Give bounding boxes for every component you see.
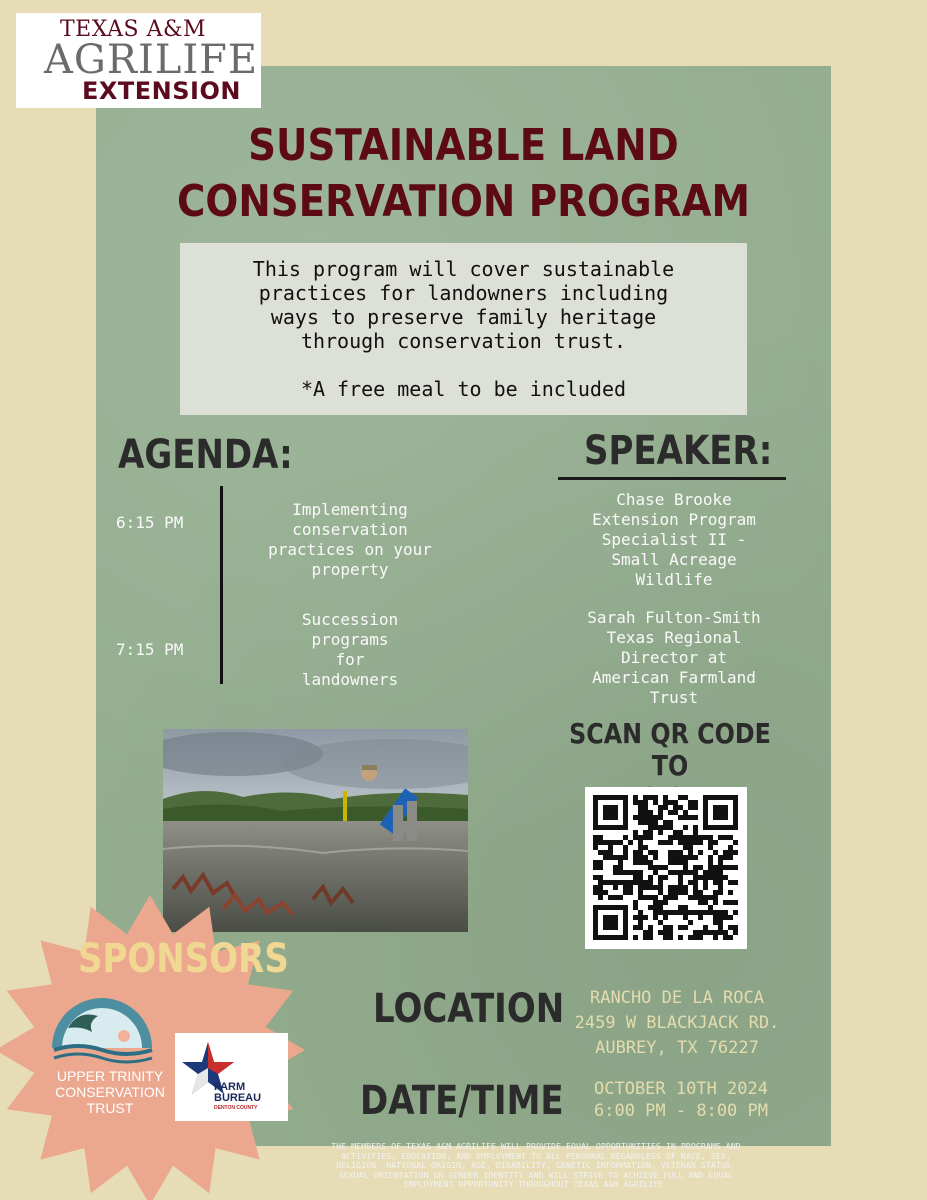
agenda-heading: AGENDA: bbox=[118, 432, 293, 478]
event-date: OCTOBER 10TH 2024 bbox=[594, 1079, 768, 1099]
speaker-divider bbox=[558, 477, 786, 480]
utct-line-2: CONSERVATION bbox=[55, 1084, 165, 1100]
speaker-1-line-3: Specialist II - bbox=[601, 530, 747, 549]
page-title bbox=[140, 118, 787, 230]
disclaimer-line-4: SEXUAL ORIENTATION OR GENDER IDENTITY AND WILL STRIVE TO ACHIEVE FULL AND EQUAL bbox=[338, 1169, 734, 1180]
agenda-divider bbox=[220, 486, 223, 684]
agenda-item-2-line-3: for bbox=[335, 650, 365, 669]
speaker-1 bbox=[552, 490, 796, 590]
speaker-2-line-4: American Farmland bbox=[592, 668, 756, 687]
logo-line-1: TEXAS A&M bbox=[60, 17, 207, 42]
speaker-2-line-1: Sarah Fulton-Smith bbox=[587, 608, 761, 627]
intro-line-3: ways to preserve family heritage bbox=[270, 305, 657, 329]
register-line-1: SCAN QR CODE TO bbox=[569, 717, 771, 782]
speaker-1-line-2: Extension Program bbox=[592, 510, 756, 529]
agenda-item-1 bbox=[238, 500, 462, 580]
agenda-item-1-line-2: conservation bbox=[292, 520, 408, 539]
speaker-2-line-3: Director at bbox=[621, 648, 727, 667]
speaker-2-line-2: Texas Regional bbox=[606, 628, 742, 647]
event-time: 6:00 PM - 8:00 PM bbox=[594, 1101, 768, 1121]
location-line-1: RANCHO DE LA ROCA bbox=[590, 988, 764, 1008]
agenda-item-1-line-3: practices on your bbox=[268, 540, 432, 559]
disclaimer-line-2: ACTIVITIES, EDUCATION, AND EMPLOYMENT TO ALL PERSONAL REGARDLESS OF RACE, SEX, bbox=[341, 1150, 731, 1161]
intro-description bbox=[180, 257, 747, 353]
fb-line-1: FARM bbox=[214, 1081, 246, 1093]
title-line-2: CONSERVATION PROGRAM bbox=[176, 176, 751, 227]
speaker-1-line-1: Chase Brooke bbox=[616, 490, 732, 509]
upper-trinity-logo-icon bbox=[48, 988, 156, 1066]
agenda-item-1-line-1: Implementing bbox=[292, 500, 408, 519]
agenda-item-2-line-1: Succession bbox=[301, 610, 399, 629]
speaker-2-line-5: Trust bbox=[649, 688, 699, 707]
title-line-1: SUSTAINABLE LAND bbox=[248, 120, 679, 171]
logo-line-3: EXTENSION bbox=[82, 77, 241, 105]
logo-line-2: AGRILIFE bbox=[44, 37, 259, 83]
speaker-1-line-4: Small Acreage bbox=[611, 550, 737, 569]
speaker-1-line-5: Wildlife bbox=[635, 570, 713, 589]
qr-code-icon bbox=[585, 787, 747, 949]
location-address bbox=[546, 986, 808, 1061]
event-datetime bbox=[556, 1078, 806, 1122]
disclaimer-line-3: RELIGION, NATIONAL ORIGIN, AGE, DISABILITY, GENETIC INFORMATION, VETERAN STATUS, bbox=[336, 1160, 736, 1171]
disclaimer-line-1: THE MEMBERS OF TEXAS A&M AGRILIFE WILL PROVIDE EQUAL OPPORTUNITIES IN PROGRAMS AND bbox=[331, 1141, 741, 1151]
utct-line-1: UPPER TRINITY bbox=[56, 1068, 164, 1084]
intro-line-1: This program will cover sustainable bbox=[252, 257, 675, 281]
agenda-time-1: 6:15 PM bbox=[116, 513, 184, 532]
utct-line-3: TRUST bbox=[86, 1100, 134, 1116]
location-line-2: 2459 W BLACKJACK RD. bbox=[574, 1013, 780, 1033]
intro-line-4: through conservation trust. bbox=[300, 329, 627, 353]
agenda-item-2-line-2: programs bbox=[311, 630, 389, 649]
speaker-2 bbox=[552, 608, 796, 708]
fb-line-2: BUREAU bbox=[214, 1092, 262, 1104]
qr-code[interactable] bbox=[585, 787, 747, 949]
agenda-item-2 bbox=[238, 610, 462, 690]
speaker-heading: SPEAKER: bbox=[584, 428, 773, 474]
free-meal-note: *A free meal to be included bbox=[300, 377, 627, 401]
agrilife-logo bbox=[16, 13, 261, 108]
upper-trinity-logo bbox=[40, 1068, 180, 1116]
farm-bureau-county: DENTON COUNTY bbox=[214, 1105, 258, 1111]
location-line-3: AUBREY, TX 76227 bbox=[595, 1038, 759, 1058]
location-heading: LOCATION bbox=[373, 986, 565, 1032]
intro-line-2: practices for landowners including bbox=[258, 281, 669, 305]
agenda-item-2-line-4: landowners bbox=[301, 670, 399, 689]
agenda-time-2: 7:15 PM bbox=[116, 640, 184, 659]
disclaimer-line-5: EMPLOYMENT OPPORTUNITY THROUGHOUT TEXAS A&M AGRILIFE. bbox=[403, 1179, 669, 1190]
farm-bureau-name bbox=[214, 1082, 261, 1104]
datetime-heading: DATE/TIME bbox=[360, 1078, 564, 1124]
sponsors-heading: SPONSORS bbox=[78, 936, 289, 982]
agenda-item-1-line-4: property bbox=[311, 560, 389, 579]
